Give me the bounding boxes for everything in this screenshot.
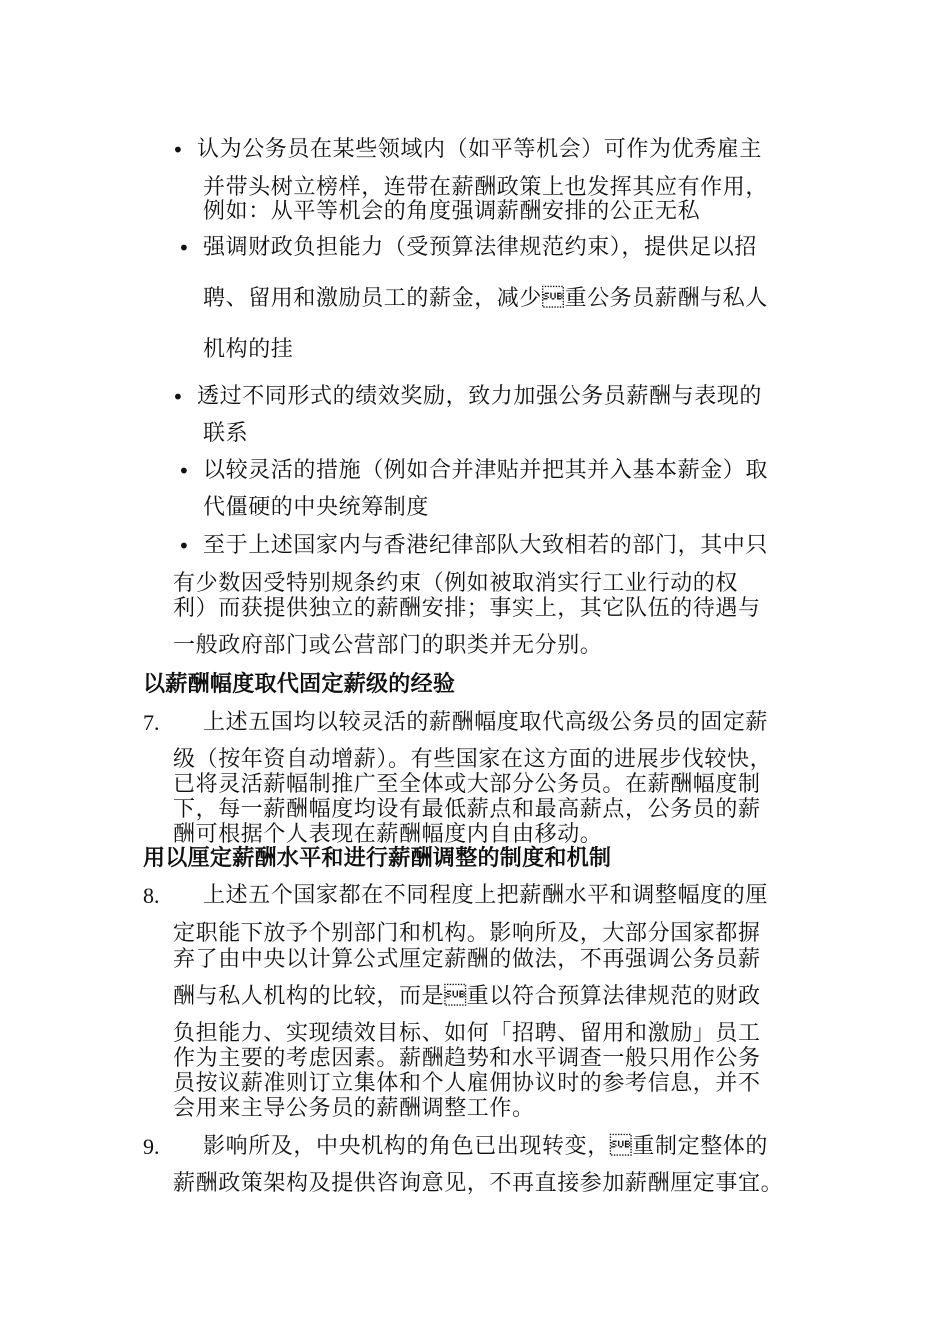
section-heading: 以薪酬幅度取代固定薪级的经验: [143, 672, 456, 697]
paragraph-line: 上述五国均以较灵活的薪酬幅度取代高级公务员的固定薪: [203, 710, 769, 735]
paragraph-line: 上述五个国家都在不同程度上把薪酬水平和调整幅度的厘: [203, 883, 769, 908]
paragraph-number: 8.: [143, 883, 160, 908]
bullet-line: 代僵硬的中央统筹制度: [203, 495, 430, 520]
paragraph-line: 已将灵活薪幅制推广至全体或大部分公务员。在薪酬幅度制: [173, 772, 761, 797]
paragraph-line: 级（按年资自动增薪）。有些国家在这方面的进展步伐较快，: [173, 747, 773, 772]
bullet-marker: •: [178, 459, 190, 483]
paragraph-number: 9.: [143, 1134, 160, 1159]
paragraph-line: 薪酬政策架构及提供咨询意见，不再直接参加薪酬厘定事宜。: [173, 1171, 784, 1196]
bullet-line: 有少数因受特别规条约束（例如被取消实行工业行动的权: [173, 571, 739, 596]
bullet-line: 机构的挂: [203, 337, 294, 362]
bullet-line: 透过不同形式的绩效奖励，致力加强公务员薪酬与表现的: [197, 384, 763, 409]
bullet-marker: •: [172, 385, 184, 409]
paragraph-line: 作为主要的考虑因素。薪酬趋势和水平调查一般只用作公务: [173, 1046, 761, 1071]
bullet-line: 联系: [203, 421, 249, 446]
paragraph-line: 会用来主导公务员的薪酬调整工作。: [173, 1096, 535, 1121]
bullet-line: 认为公务员在某些领域内（如平等机会）可作为优秀雇主: [197, 137, 763, 162]
paragraph-line: 酬可根据个人表现在薪酬幅度内自由移动。: [173, 822, 603, 847]
paragraph-line: 员按议薪准则订立集体和个人雇佣协议时的参考信息，并不: [173, 1071, 761, 1096]
bullet-line: 至于上述国家内与香港纪律部队大致相若的部门，其中只: [203, 533, 769, 558]
bullet-line: 例如：从平等机会的角度强调薪酬安排的公正无私: [203, 199, 701, 224]
paragraph-line: 定职能下放予个别部门和机构。影响所及，大部分国家都摒: [173, 921, 761, 946]
paragraph-number: 7.: [143, 710, 160, 735]
bullet-marker: •: [172, 138, 184, 162]
paragraph-line: 下，每一薪酬幅度均设有最低薪点和最高薪点，公务员的薪: [173, 797, 761, 822]
section-heading: 用以厘定薪酬水平和进行薪酬调整的制度和机制: [143, 846, 612, 871]
bullet-line: 并带头树立榜样，连带在薪酬政策上也发挥其应有作用，: [203, 175, 769, 200]
paragraph-line: 影响所及，中央机构的角色已出现转变，重制定整体的: [203, 1134, 769, 1159]
bullet-marker: •: [178, 534, 190, 558]
bullet-line: 以较灵活的措施（例如合并津贴并把其并入基本薪金）取: [203, 458, 769, 483]
bullet-line: 聘、留用和激励员工的薪金，减少重公务员薪酬与私人: [203, 286, 769, 311]
bullet-line: 一般政府部门或公营部门的职类并无分别。: [173, 633, 603, 658]
paragraph-line: 酬与私人机构的比较，而是重以符合预算法律规范的财政: [173, 984, 761, 1009]
paragraph-line: 负担能力、实现绩效目标、如何「招聘、留用和激励」员工: [173, 1021, 761, 1046]
paragraph-line: 弃了由中央以计算公式厘定薪酬的做法，不再强调公务员薪: [173, 947, 761, 972]
bullet-marker: •: [178, 236, 190, 260]
bullet-line: 利）而获提供独立的薪酬安排；事实上，其它队伍的待遇与: [173, 596, 761, 621]
bullet-line: 强调财政负担能力（受预算法律规范约束），提供足以招: [203, 235, 758, 260]
